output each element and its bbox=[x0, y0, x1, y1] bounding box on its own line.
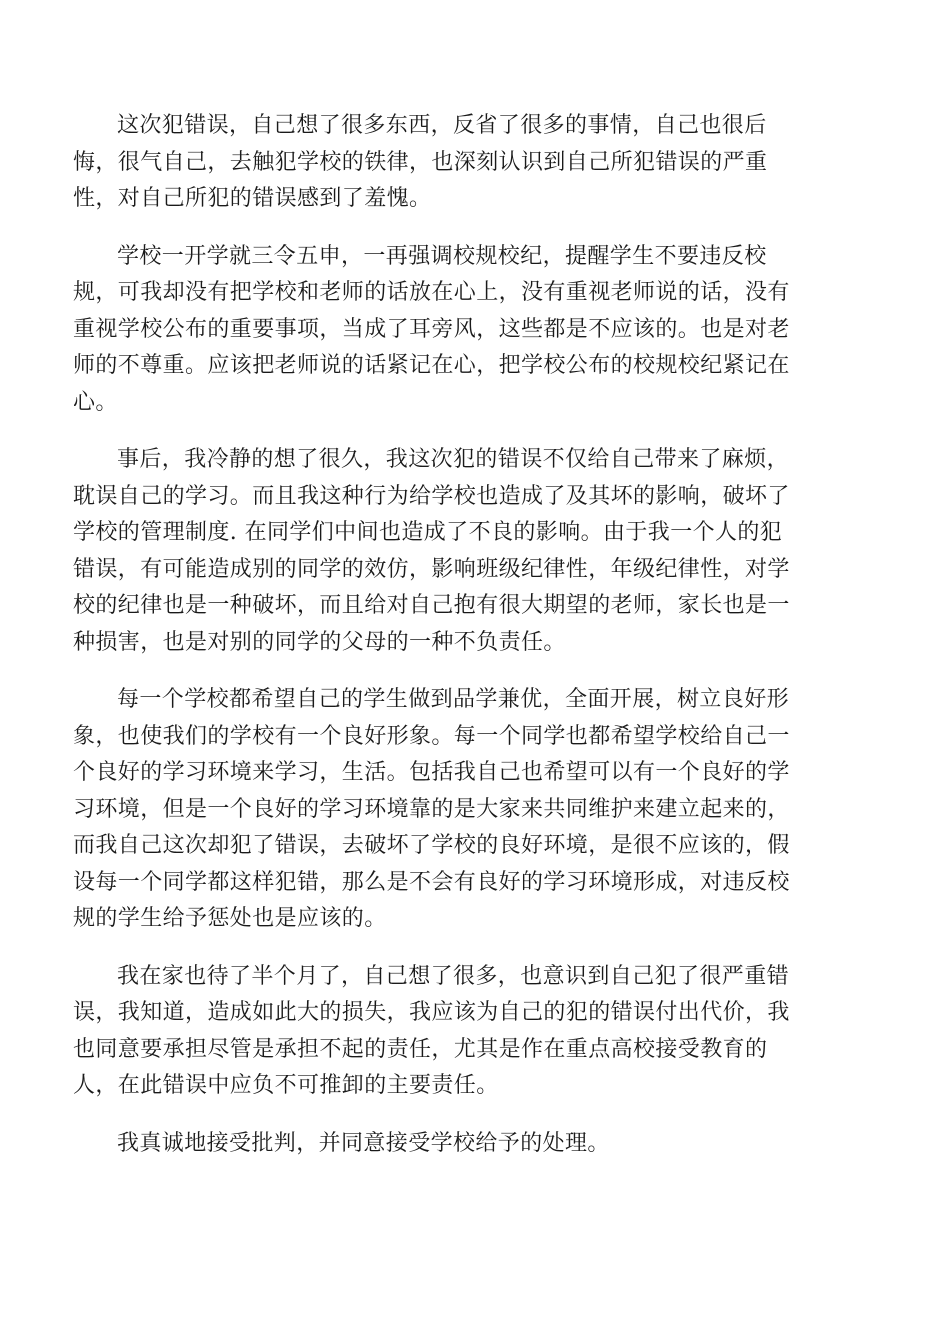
paragraph-1 bbox=[73, 108, 833, 218]
paragraph-line: 学校一开学就三令五申，一再强调校规校纪，提醒学生不要违反校 bbox=[117, 243, 767, 269]
paragraph-line: 象，也使我们的学校有一个良好形象。每一个同学也都希望学校给自己一 bbox=[73, 723, 790, 749]
paragraph-line: 而我自己这次却犯了错误，去破坏了学校的良好环境，是很不应该的，假 bbox=[73, 833, 790, 858]
paragraph-5 bbox=[73, 959, 833, 1105]
paragraph-line: 师的不尊重。应该把老师说的话紧记在心，把学校公布的校规校纪紧记在 bbox=[73, 353, 790, 378]
paragraph-line: 校的纪律也是一种破坏，而且给对自己抱有很大期望的老师，家长也是一 bbox=[73, 593, 790, 618]
paragraph-line: 这次犯错误，自己想了很多东西，反省了很多的事情，自己也很后 bbox=[117, 113, 767, 138]
paragraph-line: 规，可我却没有把学校和老师的话放在心上，没有重视老师说的话，没有 bbox=[73, 280, 790, 305]
paragraph-3 bbox=[73, 442, 833, 661]
paragraph-line: 耽误自己的学习。而且我这种行为给学校也造成了及其坏的影响，破坏了 bbox=[73, 483, 790, 509]
paragraph-line: 习环境，但是一个良好的学习环境靠的是大家来共同维护来建立起来的， bbox=[73, 796, 790, 822]
paragraph-line: 心。 bbox=[73, 389, 118, 415]
paragraph-2 bbox=[73, 239, 833, 422]
paragraph-line: 误，我知道，造成如此大的损失，我应该为自己的犯的错误付出代价，我 bbox=[73, 1000, 790, 1025]
paragraph-line: 规的学生给予惩处也是应该的。 bbox=[73, 906, 387, 931]
paragraph-line: 事后，我冷静的想了很久，我这次犯的错误不仅给自己带来了麻烦， bbox=[117, 447, 790, 472]
paragraph-line: 学校的管理制度. 在同学们中间也造成了不良的影响。由于我一个人的犯 bbox=[73, 520, 783, 545]
paragraph-line: 重视学校公布的重要事项，当成了耳旁风，这些都是不应该的。也是对老 bbox=[73, 316, 790, 342]
paragraph-4 bbox=[73, 682, 833, 938]
paragraph-line: 人，在此错误中应负不可推卸的主要责任。 bbox=[73, 1073, 499, 1098]
paragraph-6 bbox=[117, 1126, 833, 1163]
paragraph-line: 错误，有可能造成别的同学的效仿，影响班级纪律性，年级纪律性，对学 bbox=[73, 556, 790, 582]
paragraph-line: 也同意要承担尽管是承担不起的责任，尤其是作在重点高校接受教育的 bbox=[73, 1036, 768, 1062]
paragraph-line: 每一个学校都希望自己的学生做到品学兼优，全面开展，树立良好形 bbox=[117, 687, 790, 712]
paragraph-line: 我在家也待了半个月了，自己想了很多，也意识到自己犯了很严重错 bbox=[117, 963, 790, 989]
paragraph-line: 个良好的学习环境来学习，生活。包括我自己也希望可以有一个良好的学 bbox=[73, 760, 790, 785]
paragraph-line: 种损害，也是对别的同学的父母的一种不负责任。 bbox=[73, 629, 566, 655]
paragraph-line: 悔，很气自己，去触犯学校的铁律，也深刻认识到自己所犯错误的严重 bbox=[73, 149, 768, 175]
paragraph-line: 性，对自己所犯的错误感到了羞愧。 bbox=[73, 186, 432, 211]
paragraph-line: 设每一个同学都这样犯错，那么是不会有良好的学习环境形成，对违反校 bbox=[73, 869, 790, 895]
paragraph-line: 我真诚地接受批判，并同意接受学校给予的处理。 bbox=[117, 1130, 610, 1156]
document-body bbox=[73, 108, 833, 1183]
